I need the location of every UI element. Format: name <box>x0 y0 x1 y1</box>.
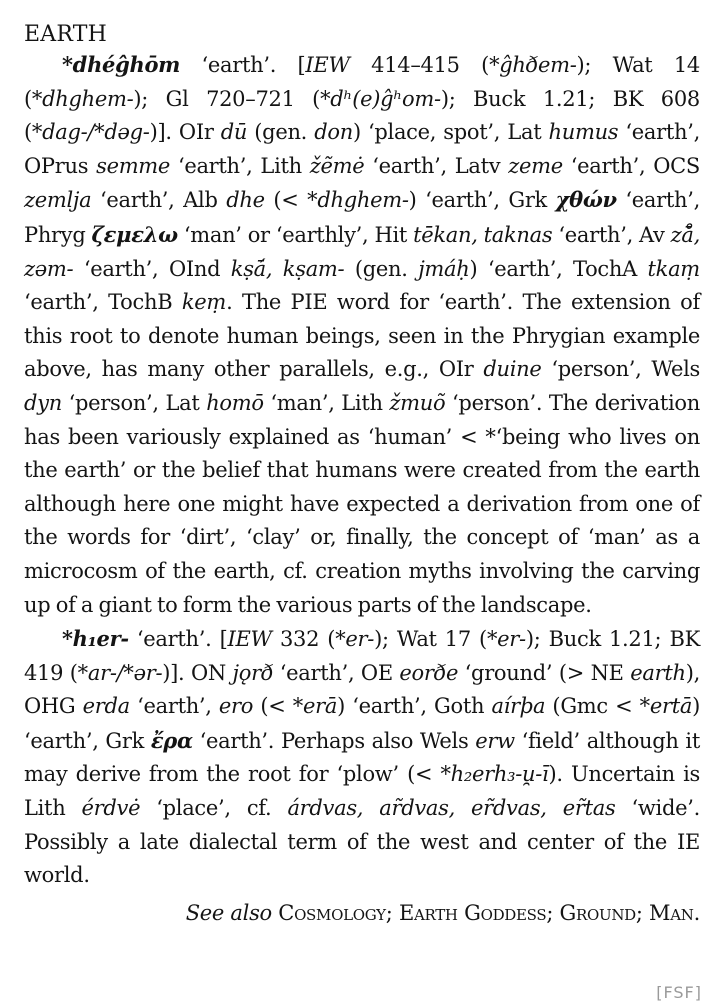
see-also-label: See also <box>185 900 272 925</box>
source-stamp: [FSF] <box>656 983 702 1002</box>
see-also: See also Cosmology; Earth Goddess; Ground; Man. <box>185 900 700 925</box>
entry-h1er: *h₁er- ‘earth’. [IEW 332 (*er-); Wat 17 (*er-); Buck 1.21; BK 419 (*ar-/*ər-)]. ON jǫrð ‘earth’, OE eorðe ‘ground’ (> NE earth), OHG erda ‘earth’, ero (< *erā) ‘earth’, Goth aírþa (Gmc < *ertā) ‘earth’, Grk ἔρα ‘earth’. Perhaps also Wels erw ‘field’ although it may derive from the root for ‘plow’ (< *h₂erh₃-u̯-ī). Uncertain is Lith érdvė ‘place’, cf. árdvas, ar̃dvas, er̃dvas, er̃tas ‘wide’. Possibly a late dialectal term of the west and center of the IE world. <box>24 626 700 888</box>
entry-dheghom: *dhéĝhōm ‘earth’. [IEW 414–415 (*ĝhðem-); Wat 14 (*dhghem-); Gl 720–721 (*dʰ(e)ĝʰom-); Buck 1.21; BK 608 (*dag-/*dəg-)]. OIr dū (gen. don) ‘place, spot’, Lat humus ‘earth’, OPrus semme ‘earth’, Lith žẽmė ‘earth’, Latv zeme ‘earth’, OCS zemlja ‘earth’, Alb dhe (< *dhghem-) ‘earth’, Grk χθών ‘earth’, Phryg ζεμελω ‘man’ or ‘earthly’, Hit tēkan, taknas ‘earth’, Av zā̊, zəm- ‘earth’, OInd kṣā́, kṣam- (gen. jmáḥ) ‘earth’, TochA tkaṃ ‘earth’, TochB keṃ. The PIE word for ‘earth’. The extension of this root to denote human beings, seen in the Phrygian example above, has many other parallels, e.g., OIr duine ‘person’, Wels dyn ‘person’, Lat homō ‘man’, Lith žmuõ ‘person’. The derivation has been variously explained as ‘human’ < *‘being who lives on the earth’ or the belief that humans were created from the earth although here one might have expected a derivation from one of the words for ‘dirt’, ‘clay’ or, finally, the concept of ‘man’ as a microcosm of the earth, cf. creation myths involving the carving up of a giant to form the various parts of the landscape. <box>24 52 701 617</box>
see-also-link-ground[interactable]: Ground <box>559 900 636 925</box>
see-also-link-earth-goddess[interactable]: Earth Goddess <box>398 900 547 925</box>
see-also-link-man[interactable]: Man <box>649 900 694 925</box>
see-also-link-cosmology[interactable]: Cosmology <box>278 900 386 925</box>
entry-heading: EARTH <box>24 22 107 47</box>
lemma: *dhéĝhōm <box>62 52 181 77</box>
lemma: *h₁er- <box>62 626 129 652</box>
